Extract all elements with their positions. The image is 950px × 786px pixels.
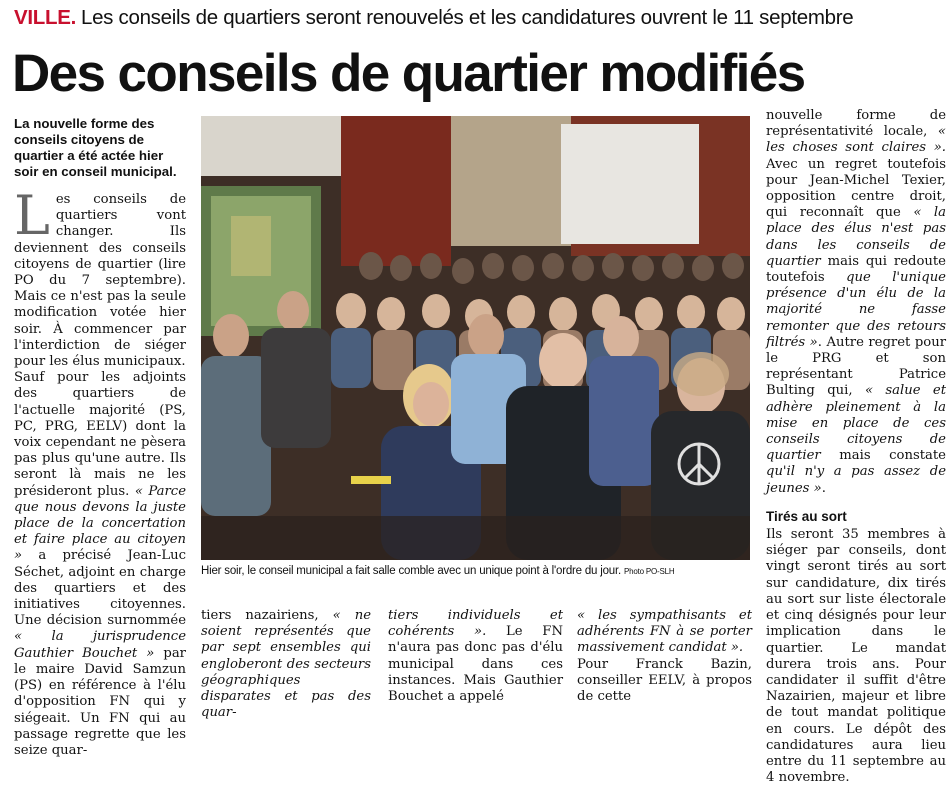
- section-tag: VILLE.: [14, 6, 76, 29]
- paragraph-text: mais qui redoute toutefois: [766, 253, 946, 286]
- photo-caption: [201, 565, 761, 581]
- paragraph-text: mais constate: [839, 448, 946, 464]
- paragraph-text: nouvelle forme de représentativité locale,: [766, 108, 946, 140]
- caption-text: Hier soir, le conseil municipal a fait salle comble avec un unique point à l'ordre du jour.: [201, 565, 621, 577]
- paragraph-text: tiers nazairiens,: [201, 608, 319, 623]
- paragraph: [201, 608, 371, 721]
- paragraph: [577, 608, 752, 657]
- paragraph-text: Pour Franck Bazin, conseiller EELV, à propos de cette: [577, 656, 752, 705]
- paragraph: [14, 370, 186, 759]
- headline: Des conseils de quartier modifiés: [12, 44, 805, 103]
- quote: « la jurisprudence Gauthier Bouchet »: [14, 629, 186, 661]
- quote: tiers individuels et cohérents ».: [388, 608, 563, 640]
- quote: « la place des élus n'est pas dans les conseils de quartier: [766, 205, 946, 269]
- column-4: [577, 608, 752, 705]
- quote: « ne soient représentés que par sept ensembles qui engloberont des secteurs géographiques disparates et pas des quar-: [201, 608, 371, 721]
- paragraph-text: . Autre regret pour le PRG et son représentant Patrice Bulting qui,: [766, 334, 946, 399]
- quote: « les sympathisants et adhérents FN à se porter massivement candidat ».: [577, 608, 752, 656]
- paragraph-text: es conseils de quartiers vont changer. Ils deviennent des conseils citoyens de quartier (lire PO du 7 septembre). Mais ce n'est pas la seule modification votée hier soir. À commencer par l'interdiction de siéger pour les élus municipaux.: [14, 192, 186, 370]
- paragraph-text: .: [821, 480, 826, 496]
- council-meeting-photo: [201, 116, 750, 560]
- column-1: [14, 184, 186, 758]
- column-5: [766, 108, 946, 786]
- paragraph-text: Avec un regret toutefois pour Jean-Michel Texier, opposition centre droit, qui reconnaît que: [766, 156, 946, 221]
- kicker: [14, 6, 944, 32]
- paragraph: [766, 108, 946, 497]
- column-2: [201, 608, 371, 721]
- chapo: La nouvelle forme des conseils citoyens de quartier a été actée hier soir en conseil municipal.: [14, 116, 177, 179]
- quote: qu'il n'y a pas assez de jeunes »: [766, 464, 946, 496]
- quote: « les choses sont claires ».: [766, 124, 946, 156]
- paragraph-text: a précisé Jean-Luc Séchet, adjoint en charge des quartiers et des initiatives citoyennes. Une décision surnommée: [14, 548, 186, 629]
- paragraph: [388, 608, 563, 705]
- kicker-text: Les conseils de quartiers seront renouvelés et les candidatures ouvrent le 11 septembre: [80, 6, 854, 29]
- paragraph-text: par le maire David Samzun (PS) en référence à l'élu d'opposition FN qui y siégeait. Un FN qui au passage regrette que les seize quar-: [14, 645, 186, 758]
- paragraph: [14, 184, 186, 370]
- paragraph: [577, 657, 752, 706]
- subheading: Tirés au sort: [766, 508, 847, 524]
- photo-credit: Photo PO-SLH: [623, 567, 675, 576]
- paragraph-text: Sauf pour les adjoints des quartiers de l'actuelle majorité (PS, PC, PRG, EELV) dont la voix cependant ne pèsera pas plus qu'une autre. Ils seront là mais ne les présideront plus.: [14, 370, 186, 499]
- column-3: [388, 608, 563, 705]
- quote: « Parce que nous devons la juste place de la concertation et faire place au citoyen »: [14, 483, 186, 564]
- paragraph: Ils seront 35 membres à siéger par conseils, dont vingt seront tirés au sort sur candidature, dix tirés au sort sur liste électorale et cinq désignés pour leur implication dans le quartier. Le mandat durera trois ans. Pour candidater il suffit d'être Nazairien, majeur et libre de tout mandat politique en cours. Le dépôt des candidatures aura lieu entre du 11 septembre au 4 novembre.: [766, 527, 946, 786]
- quote: « salue et adhère pleinement à la mise en place de ces conseils citoyens de quartier: [766, 383, 946, 464]
- article-photo: [201, 116, 750, 560]
- paragraph-text: Le FN n'aura pas donc pas d'élu municipal dans ces instances. Mais Gauthier Bouchet a appelé: [388, 624, 563, 705]
- quote: que l'unique présence d'un élu de la majorité ne fasse remonter que des retours filtrés »: [766, 270, 946, 350]
- drop-cap: L: [14, 184, 50, 247]
